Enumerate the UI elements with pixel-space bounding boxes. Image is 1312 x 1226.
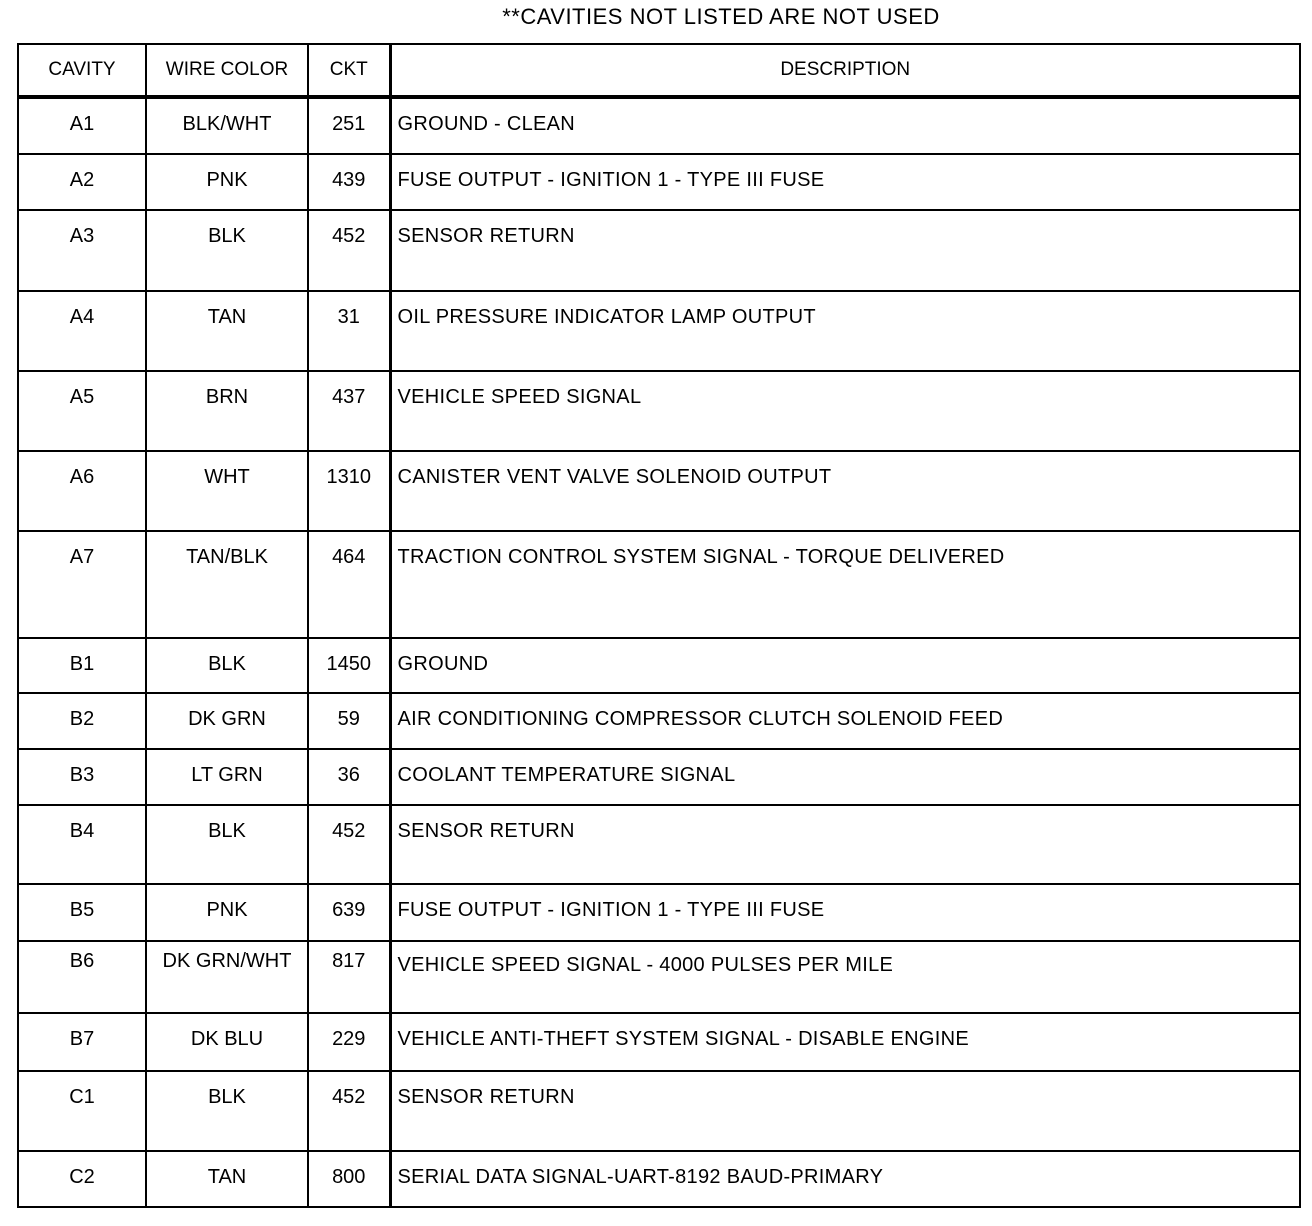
cell-cavity: A2 <box>18 154 146 210</box>
cell-cavity: B5 <box>18 884 146 941</box>
cell-wire-color: BLK <box>146 638 308 693</box>
cell-cavity: A3 <box>18 210 146 291</box>
cell-wire-color: PNK <box>146 154 308 210</box>
cell-wire-color: BLK/WHT <box>146 97 308 154</box>
cell-description: SENSOR RETURN <box>390 1071 1300 1151</box>
cell-description: COOLANT TEMPERATURE SIGNAL <box>390 749 1300 805</box>
cell-wire-color: BLK <box>146 805 308 884</box>
column-header-description: DESCRIPTION <box>390 44 1300 97</box>
cell-ckt: 452 <box>308 1071 390 1151</box>
cell-wire-color: PNK <box>146 884 308 941</box>
table-row <box>18 291 1300 371</box>
cell-cavity: A7 <box>18 531 146 638</box>
cell-cavity: C2 <box>18 1151 146 1207</box>
cell-wire-color: DK GRN <box>146 693 308 749</box>
cell-description: SENSOR RETURN <box>390 805 1300 884</box>
table-row <box>18 371 1300 451</box>
cell-description: AIR CONDITIONING COMPRESSOR CLUTCH SOLENOID FEED <box>390 693 1300 749</box>
cell-description: VEHICLE SPEED SIGNAL <box>390 371 1300 451</box>
cell-ckt: 251 <box>308 97 390 154</box>
cell-cavity: A5 <box>18 371 146 451</box>
column-header-cavity: CAVITY <box>18 44 146 97</box>
table-row <box>18 1151 1300 1207</box>
cell-description: VEHICLE ANTI-THEFT SYSTEM SIGNAL - DISABLE ENGINE <box>390 1013 1300 1071</box>
cell-wire-color: TAN <box>146 291 308 371</box>
cell-cavity: A6 <box>18 451 146 531</box>
cell-ckt: 59 <box>308 693 390 749</box>
cell-cavity: A1 <box>18 97 146 154</box>
cell-wire-color: LT GRN <box>146 749 308 805</box>
cell-ckt: 452 <box>308 805 390 884</box>
cell-description: SENSOR RETURN <box>390 210 1300 291</box>
cell-description: FUSE OUTPUT - IGNITION 1 - TYPE III FUSE <box>390 154 1300 210</box>
cell-ckt: 639 <box>308 884 390 941</box>
cell-description: OIL PRESSURE INDICATOR LAMP OUTPUT <box>390 291 1300 371</box>
cell-ckt: 36 <box>308 749 390 805</box>
table-header-row <box>18 44 1300 97</box>
cell-wire-color: BRN <box>146 371 308 451</box>
table-row <box>18 638 1300 693</box>
cell-wire-color: BLK <box>146 210 308 291</box>
cavity-table <box>17 43 1301 1208</box>
table-row <box>18 531 1300 638</box>
cell-description: TRACTION CONTROL SYSTEM SIGNAL - TORQUE DELIVERED <box>390 531 1300 638</box>
table-row <box>18 805 1300 884</box>
table-row <box>18 1013 1300 1071</box>
column-header-wire-color: WIRE COLOR <box>146 44 308 97</box>
table-row <box>18 210 1300 291</box>
cavities-note: **CAVITIES NOT LISTED ARE NOT USED <box>502 4 940 29</box>
cell-ckt: 452 <box>308 210 390 291</box>
cell-ckt: 229 <box>308 1013 390 1071</box>
cell-ckt: 437 <box>308 371 390 451</box>
cell-cavity: B1 <box>18 638 146 693</box>
cell-description: SERIAL DATA SIGNAL-UART-8192 BAUD-PRIMARY <box>390 1151 1300 1207</box>
cell-ckt: 439 <box>308 154 390 210</box>
cell-description: FUSE OUTPUT - IGNITION 1 - TYPE III FUSE <box>390 884 1300 941</box>
table-row <box>18 97 1300 154</box>
column-header-ckt: CKT <box>308 44 390 97</box>
table-row <box>18 1071 1300 1151</box>
cell-wire-color: BLK <box>146 1071 308 1151</box>
table-row <box>18 941 1300 1013</box>
table-row <box>18 451 1300 531</box>
cell-ckt: 31 <box>308 291 390 371</box>
cell-description: GROUND <box>390 638 1300 693</box>
cell-ckt: 800 <box>308 1151 390 1207</box>
cell-wire-color: TAN/BLK <box>146 531 308 638</box>
table-row <box>18 693 1300 749</box>
cell-cavity: B4 <box>18 805 146 884</box>
cell-description: VEHICLE SPEED SIGNAL - 4000 PULSES PER MILE <box>390 941 1300 1013</box>
cell-cavity: B7 <box>18 1013 146 1071</box>
cell-description: GROUND - CLEAN <box>390 97 1300 154</box>
cell-wire-color: DK BLU <box>146 1013 308 1071</box>
cell-cavity: B6 <box>18 941 146 1013</box>
cell-wire-color: DK GRN/WHT <box>146 941 308 1013</box>
table-row <box>18 154 1300 210</box>
cell-ckt: 817 <box>308 941 390 1013</box>
cell-ckt: 1310 <box>308 451 390 531</box>
cell-cavity: B2 <box>18 693 146 749</box>
cell-wire-color: WHT <box>146 451 308 531</box>
cell-cavity: A4 <box>18 291 146 371</box>
cell-ckt: 1450 <box>308 638 390 693</box>
cell-ckt: 464 <box>308 531 390 638</box>
cell-cavity: C1 <box>18 1071 146 1151</box>
table-row <box>18 884 1300 941</box>
table-row <box>18 749 1300 805</box>
cell-cavity: B3 <box>18 749 146 805</box>
cell-description: CANISTER VENT VALVE SOLENOID OUTPUT <box>390 451 1300 531</box>
cell-wire-color: TAN <box>146 1151 308 1207</box>
